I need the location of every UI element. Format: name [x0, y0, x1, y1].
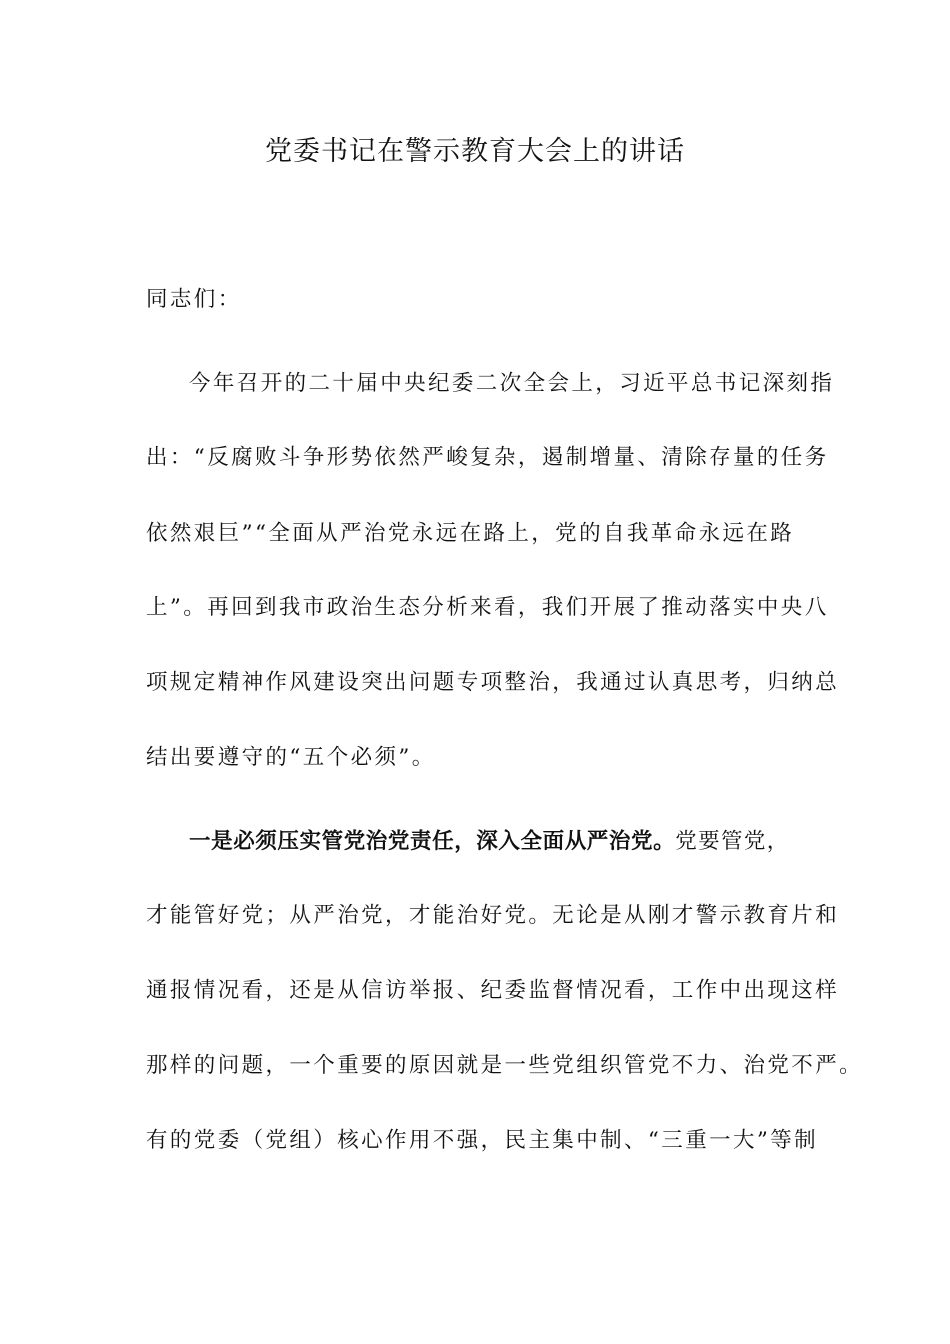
salutation: 同志们： [146, 287, 242, 312]
paragraph-2-lead: 一是必须压实管党治党责任，深入全面从严治党。 [189, 829, 676, 854]
document-title: 党委书记在警示教育大会上的讲话 [265, 136, 685, 167]
paragraph-1-line: 项规定精神作风建设突出问题专项整治，我通过认真思考，归纳总 [146, 670, 840, 695]
paragraph-2-line: 有的党委（党组）核心作用不强，民主集中制、“三重一大”等制 [146, 1128, 819, 1153]
paragraph-1-line: 依然艰巨”“全面从严治党永远在路上，党的自我革命永远在路 [146, 521, 795, 546]
paragraph-2-first-line [189, 826, 790, 858]
paragraph-1-line: 结出要遵守的“五个必须”。 [146, 745, 436, 770]
paragraph-1-line: 出：“反腐败斗争形势依然严峻复杂，遏制增量、清除存量的任务 [146, 445, 829, 470]
paragraph-2-lead-rest: 党要管党， [675, 829, 790, 854]
paragraph-1-line: 今年召开的二十届中央纪委二次全会上，习近平总书记深刻指 [189, 371, 835, 396]
paragraph-2-line: 通报情况看，还是从信访举报、纪委监督情况看，工作中出现这样 [146, 978, 840, 1003]
paragraph-2-line: 才能管好党；从严治党，才能治好党。无论是从刚才警示教育片和 [146, 903, 840, 928]
paragraph-2-line: 那样的问题，一个重要的原因就是一些党组织管党不力、治党不严。 [146, 1053, 864, 1078]
paragraph-1-line: 上”。再回到我市政治生态分析来看，我们开展了推动落实中央八 [146, 595, 829, 620]
